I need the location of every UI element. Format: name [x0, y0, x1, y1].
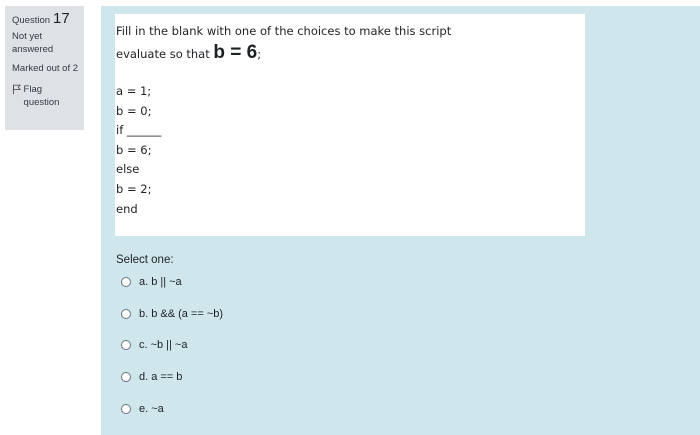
option-letter: d.: [139, 371, 149, 384]
question-text-box: [115, 14, 585, 236]
question-text-line-1: Fill in the blank with one of the choices to make this script: [116, 24, 452, 38]
option-letter: a.: [139, 276, 149, 288]
code-line: a = 1;: [116, 84, 152, 98]
answer-option-e[interactable]: [121, 401, 223, 417]
answer-option-b[interactable]: [121, 306, 223, 322]
option-text: b || ~a: [151, 276, 182, 288]
option-letter: e.: [139, 402, 149, 415]
select-one-prompt: Select one:: [116, 254, 174, 266]
radio-button[interactable]: [121, 277, 131, 287]
answer-option-c[interactable]: [121, 337, 223, 353]
code-block: [116, 82, 585, 219]
option-text: b && (a == ~b): [151, 307, 224, 320]
answer-options: [121, 274, 223, 432]
option-text: ~a: [151, 402, 164, 415]
flag-question-label: Flag question: [23, 84, 60, 108]
flag-icon: [12, 84, 22, 95]
flag-question-link[interactable]: [12, 83, 78, 109]
code-line: if ______: [116, 123, 162, 138]
question-text-line-2: [116, 41, 585, 65]
question-info-panel: [5, 6, 84, 130]
question-number-row: [12, 12, 78, 27]
code-line: b = 0;: [116, 103, 152, 118]
radio-button[interactable]: [121, 309, 131, 319]
question-state: Not yet answered: [12, 31, 54, 55]
code-line: else: [116, 162, 140, 177]
option-letter: c.: [139, 339, 148, 352]
question-target-expression: b = 6: [213, 42, 258, 63]
option-letter: b.: [139, 307, 149, 320]
code-line: end: [116, 201, 138, 216]
radio-button[interactable]: [121, 372, 131, 382]
option-text: ~b || ~a: [150, 339, 188, 352]
question-content: [101, 6, 700, 435]
question-text-prefix: evaluate so that: [116, 47, 214, 61]
radio-button[interactable]: [121, 404, 131, 414]
question-label: Question: [12, 15, 51, 26]
question-text-suffix: ;: [257, 47, 262, 61]
answer-option-a[interactable]: [121, 274, 223, 290]
radio-button[interactable]: [121, 340, 131, 350]
option-text: a == b: [151, 371, 183, 384]
question-grade: Marked out of 2: [12, 63, 79, 74]
code-line: b = 6;: [116, 142, 152, 157]
answer-option-d[interactable]: [121, 369, 223, 385]
question-number: 17: [53, 10, 70, 27]
code-line: b = 2;: [116, 181, 152, 196]
